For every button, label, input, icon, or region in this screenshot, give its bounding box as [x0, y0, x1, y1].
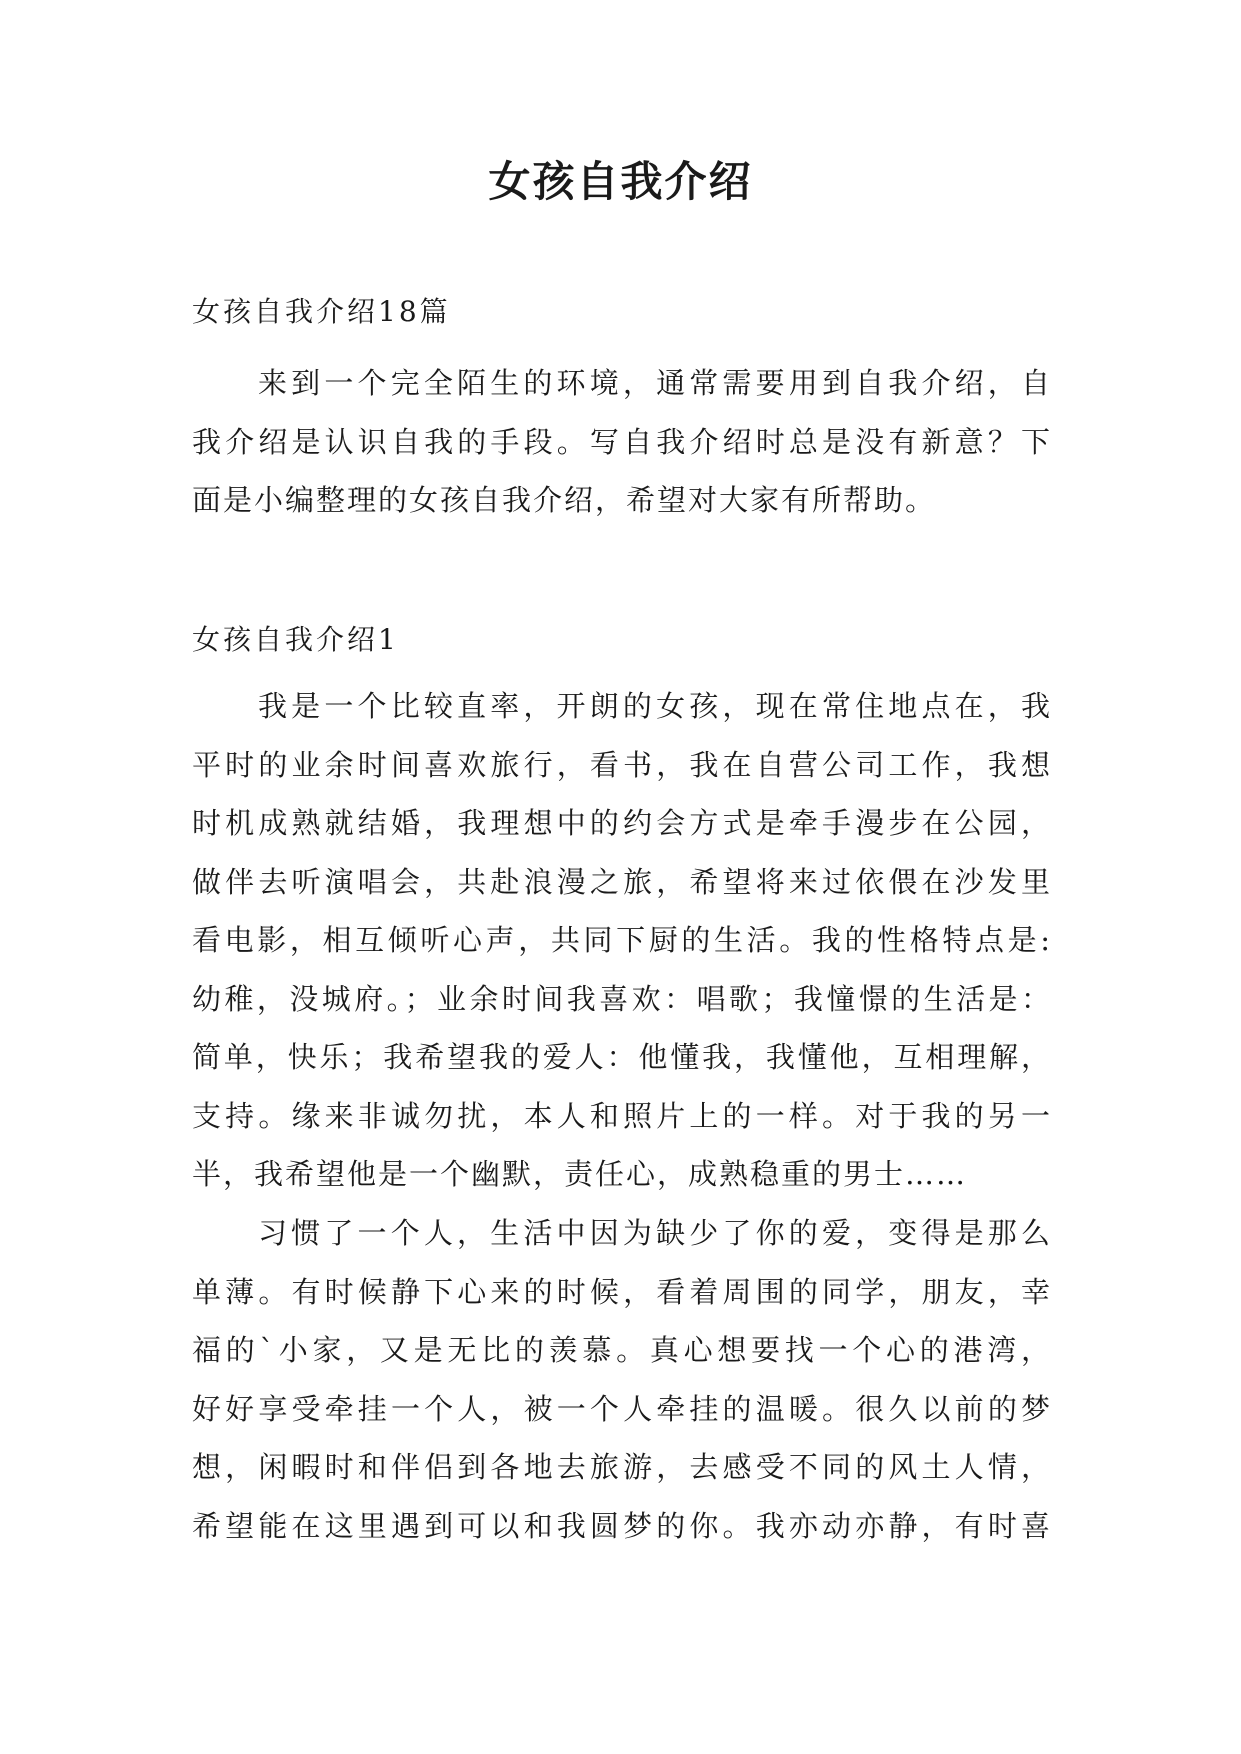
- paragraph-line: 看电影，相互倾听心声，共同下厨的生活。我的性格特点是:: [192, 923, 1052, 957]
- intro-line: 我介绍是认识自我的手段。写自我介绍时总是没有新意？下: [192, 424, 1052, 459]
- paragraph-line: 简单，快乐；我希望我的爱人：他懂我，我懂他，互相理解，: [192, 1040, 1052, 1074]
- paragraph-line: 支持。缘来非诚勿扰，本人和照片上的一样。对于我的另一: [192, 1098, 1052, 1133]
- intro-line: 来到一个完全陌生的环境，通常需要用到自我介绍，自: [258, 366, 1052, 400]
- paragraph-line: 平时的业余时间喜欢旅行，看书，我在自营公司工作，我想: [192, 747, 1052, 782]
- paragraph-1: [192, 677, 1052, 1204]
- section-heading: 女孩自我介绍1: [192, 623, 399, 656]
- intro-paragraph: [192, 354, 1052, 530]
- document-subtitle: 女孩自我介绍18篇: [192, 295, 451, 328]
- paragraph-line: 单薄。有时候静下心来的时候，看着周围的同学，朋友，幸: [192, 1274, 1052, 1309]
- paragraph-line: 想，闲暇时和伴侣到各地去旅游，去感受不同的风土人情，: [192, 1450, 1052, 1484]
- paragraph-line: 我是一个比较直率，开朗的女孩，现在常住地点在，我: [258, 689, 1052, 723]
- intro-line: 面是小编整理的女孩自我介绍，希望对大家有所帮助。: [192, 483, 937, 517]
- paragraph-2: [192, 1204, 1052, 1555]
- paragraph-line: 半，我希望他是一个幽默，责任心，成熟稳重的男士……: [192, 1157, 968, 1191]
- paragraph-line: 做伴去听演唱会，共赴浪漫之旅，希望将来过依偎在沙发里: [192, 864, 1052, 899]
- paragraph-line: 习惯了一个人，生活中因为缺少了你的爱，变得是那么: [258, 1216, 1052, 1250]
- paragraph-line: 幼稚，没城府。；业余时间我喜欢：唱歌；我憧憬的生活是：: [192, 981, 1052, 1016]
- paragraph-line: 福的`小家，又是无比的羡慕。真心想要找一个心的港湾，: [192, 1333, 1052, 1367]
- paragraph-line: 希望能在这里遇到可以和我圆梦的你。我亦动亦静，有时喜: [192, 1508, 1052, 1543]
- paragraph-line: 时机成熟就结婚，我理想中的约会方式是牵手漫步在公园，: [192, 806, 1052, 840]
- document-title: 女孩自我介绍: [488, 157, 753, 206]
- paragraph-line: 好好享受牵挂一个人，被一个人牵挂的温暖。很久以前的梦: [192, 1391, 1052, 1426]
